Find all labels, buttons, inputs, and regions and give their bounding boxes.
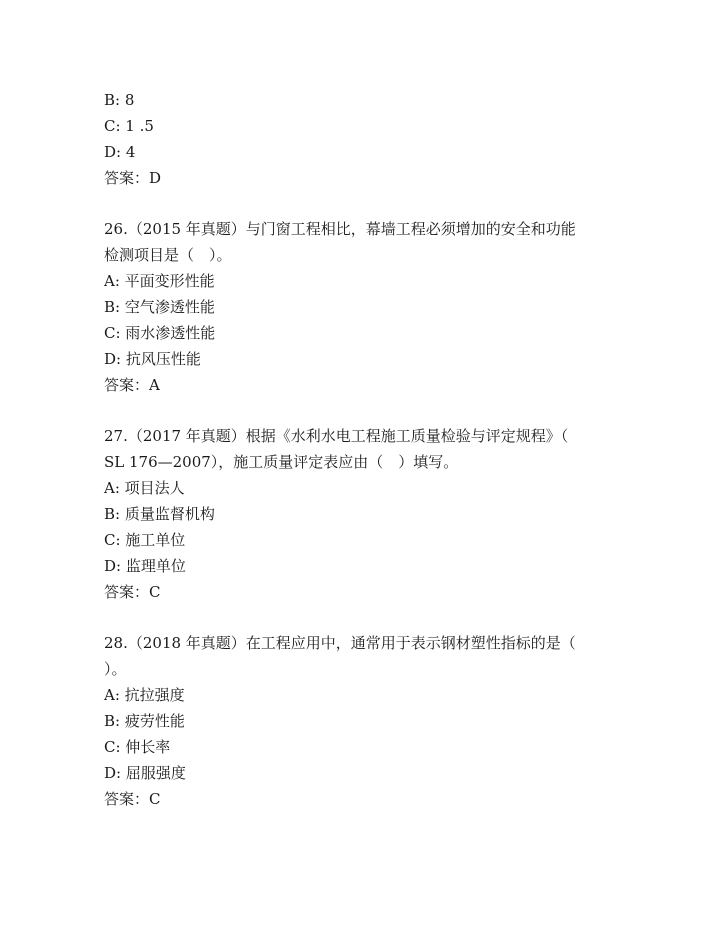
option-a: A: 平面变形性能 (104, 272, 215, 290)
question-stem: ）。 (104, 660, 127, 678)
answer: 答案：D (104, 169, 162, 187)
question-stem: 检测项目是（ ）。 (104, 246, 232, 264)
question-stem: 26.（2015 年真题）与门窗工程相比，幕墙工程必须增加的安全和功能 (104, 220, 576, 238)
option-b: B: 8 (104, 91, 135, 109)
option-d: D: 4 (104, 143, 136, 161)
option-d: D: 监理单位 (104, 557, 186, 575)
question-stem: 28.（2018 年真题）在工程应用中，通常用于表示钢材塑性指标的是（ (104, 634, 576, 652)
option-b: B: 质量监督机构 (104, 505, 215, 523)
option-c: C: 1 .5 (104, 117, 154, 135)
answer: 答案：A (104, 376, 160, 394)
option-c: C: 雨水渗透性能 (104, 324, 216, 342)
option-b: B: 空气渗透性能 (104, 298, 215, 316)
option-a: A: 项目法人 (104, 479, 185, 497)
option-d: D: 抗风压性能 (104, 350, 201, 368)
question-stem: 27.（2017 年真题）根据《水利水电工程施工质量检验与评定规程》（ (104, 427, 569, 445)
option-c: C: 伸长率 (104, 738, 171, 756)
option-c: C: 施工单位 (104, 531, 186, 549)
answer: 答案：C (104, 790, 161, 808)
option-a: A: 抗拉强度 (104, 686, 185, 704)
option-d: D: 屈服强度 (104, 764, 186, 782)
question-stem: SL 176—2007），施工质量评定表应由（ ）填写。 (104, 453, 459, 471)
answer: 答案：C (104, 583, 161, 601)
option-b: B: 疲劳性能 (104, 712, 185, 730)
